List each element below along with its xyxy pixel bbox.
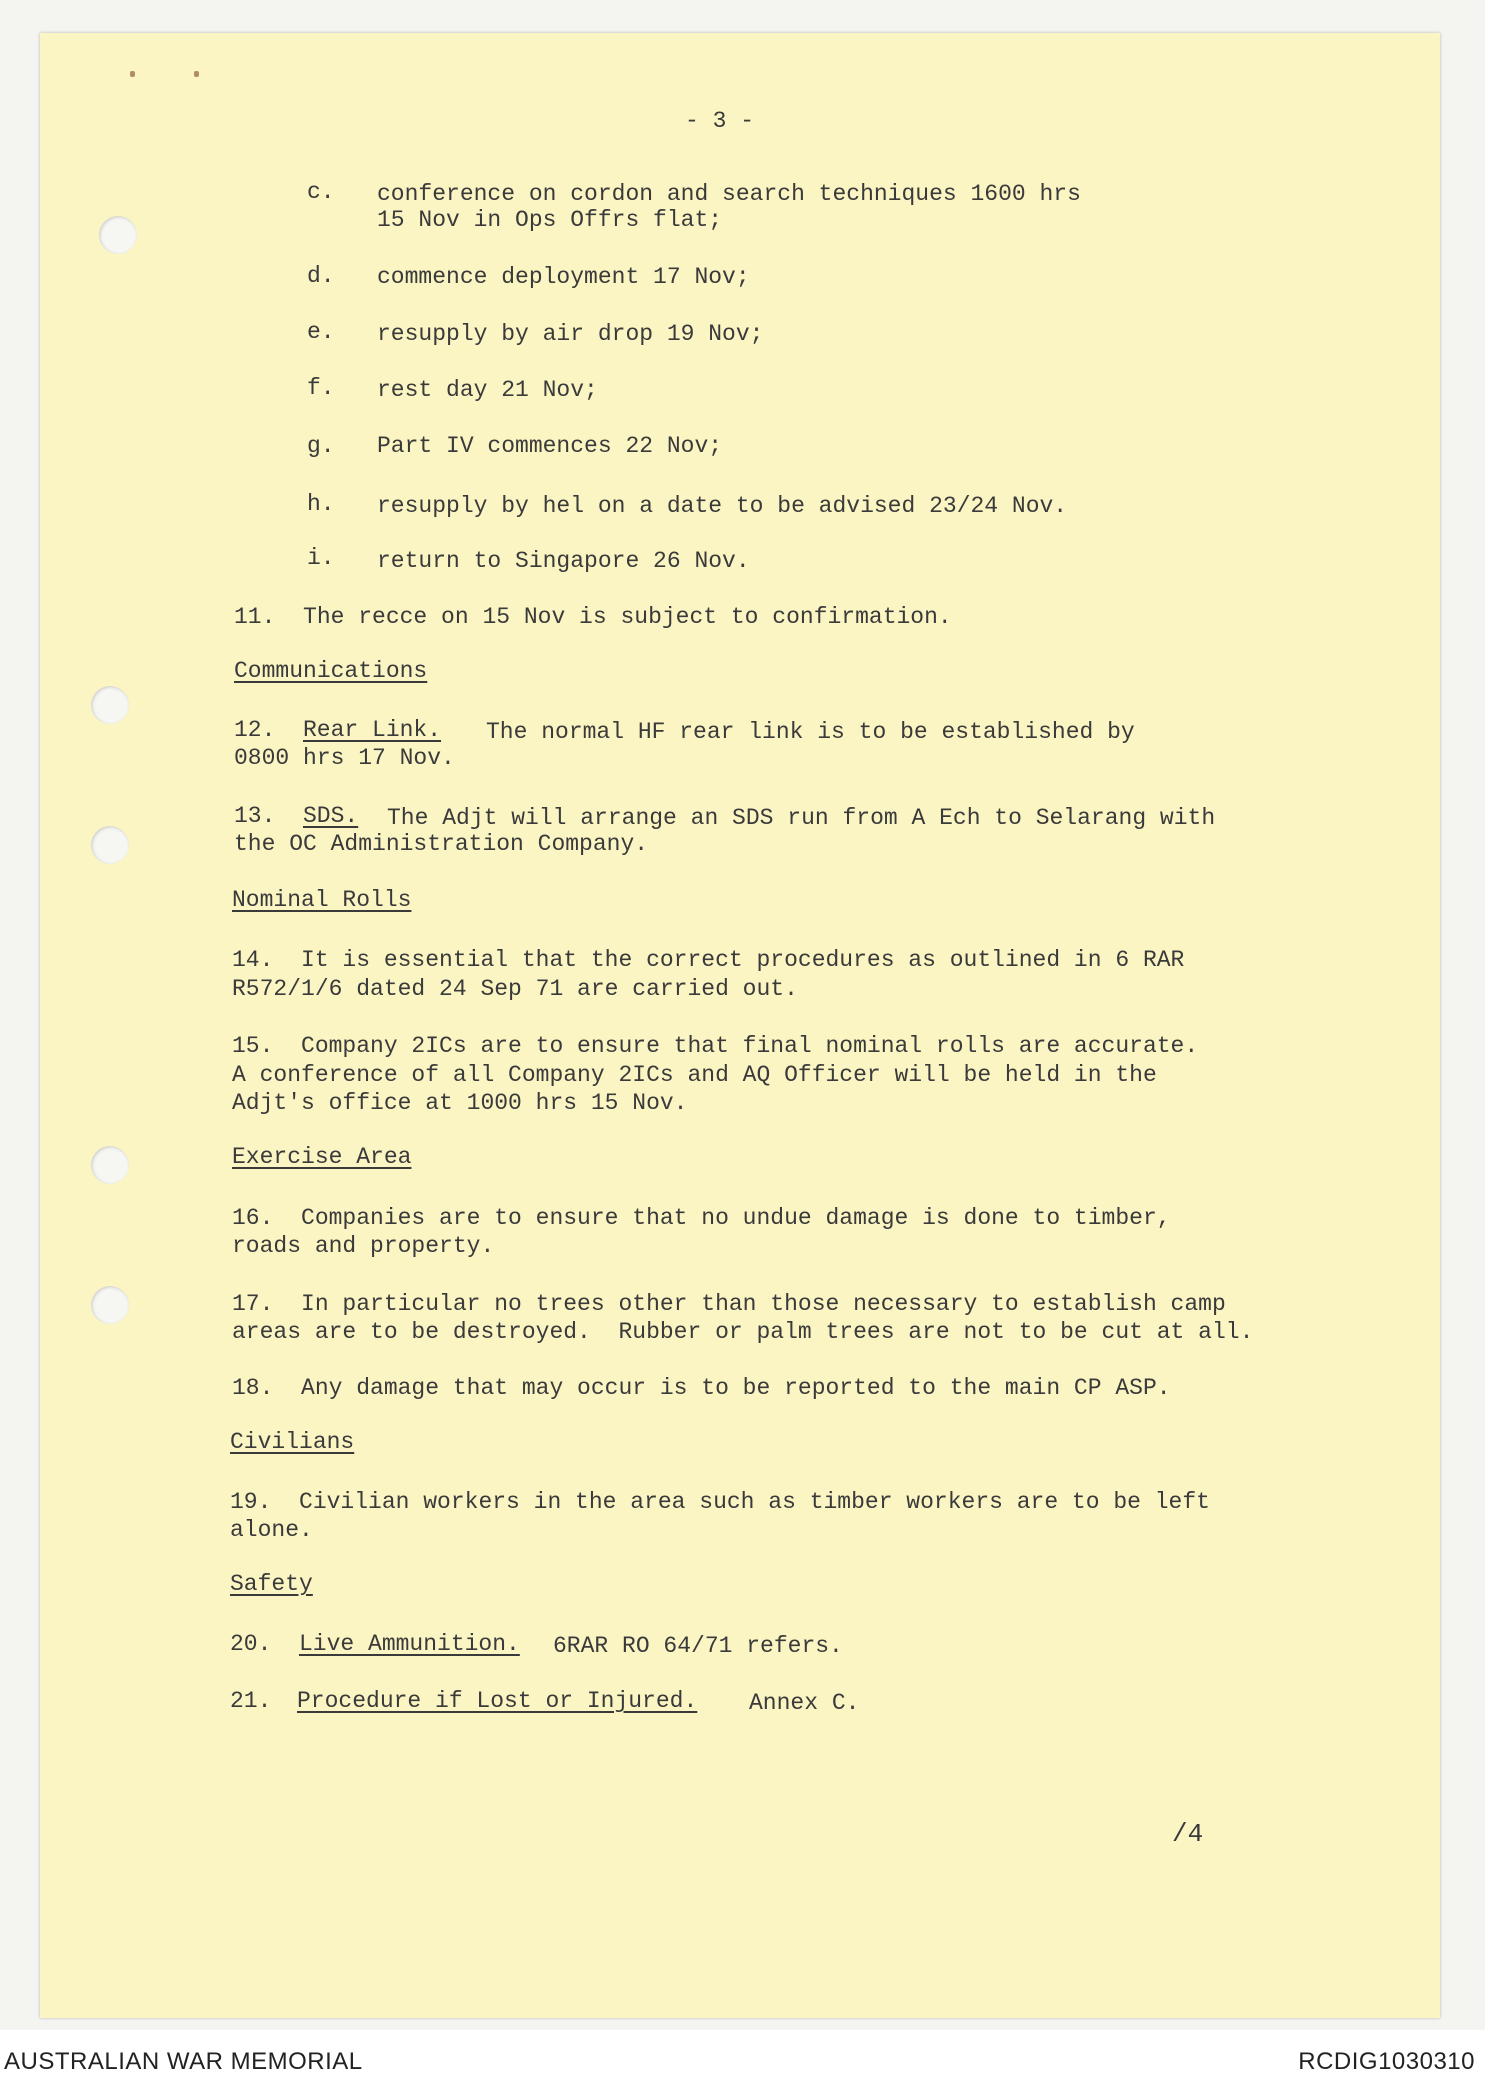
paragraph-14: 14. It is essential that the correct procedures as outlined in 6 RAR	[232, 947, 1185, 973]
paragraph-15: 15. Company 2ICs are to ensure that final nominal rolls are accurate.	[232, 1033, 1199, 1059]
item-letter: f.	[307, 375, 335, 401]
paragraph-16: 16. Companies are to ensure that no undue damage is done to timber,	[232, 1205, 1171, 1231]
item-text: return to Singapore 26 Nov.	[377, 548, 750, 574]
paragraph-20-text: 6RAR RO 64/71 refers.	[553, 1633, 843, 1659]
item-text: resupply by hel on a date to be advised 23/24 Nov.	[377, 493, 1068, 519]
paragraph-19: 19. Civilian workers in the area such as timber workers are to be left	[230, 1489, 1210, 1515]
punch-hole	[91, 686, 129, 724]
paragraph-17: areas are to be destroyed. Rubber or palm trees are not to be cut at all.	[232, 1319, 1254, 1345]
footer-left: AUSTRALIAN WAR MEMORIAL	[4, 2048, 363, 2075]
item-letter: g.	[307, 433, 335, 459]
item-letter: d.	[307, 263, 335, 289]
paragraph-13-text: The Adjt will arrange an SDS run from A Ech to Selarang with	[387, 805, 1216, 831]
item-text: rest day 21 Nov;	[377, 377, 598, 403]
paragraph-12-text: The normal HF rear link is to be established by	[486, 719, 1135, 745]
paragraph-13-text: the OC Administration Company.	[234, 831, 649, 857]
item-letter: c.	[307, 179, 335, 205]
item-text: conference on cordon and search techniques 1600 hrs	[377, 181, 1081, 207]
punch-hole	[91, 1146, 129, 1184]
page-number: - 3 -	[685, 108, 755, 134]
paragraph-15: Adjt's office at 1000 hrs 15 Nov.	[232, 1090, 688, 1116]
section-heading-civilians: Civilians	[230, 1429, 355, 1455]
paragraph-21-number: 21.	[230, 1688, 272, 1714]
paragraph-12-number: 12.	[234, 717, 276, 743]
paragraph-20-title: Live Ammunition.	[299, 1631, 520, 1657]
paragraph-18: 18. Any damage that may occur is to be reported to the main CP ASP.	[232, 1375, 1171, 1401]
punch-hole	[99, 216, 137, 254]
paragraph-13-number: 13.	[234, 803, 276, 829]
paragraph-14: R572/1/6 dated 24 Sep 71 are carried out.	[232, 976, 798, 1002]
paragraph-16: roads and property.	[232, 1233, 495, 1259]
section-heading-exercise-area: Exercise Area	[232, 1144, 412, 1170]
paragraph-21-text: Annex C.	[749, 1690, 860, 1716]
item-letter: h.	[307, 491, 335, 517]
punch-hole	[91, 1286, 129, 1324]
paragraph-12-title: Rear Link.	[303, 717, 442, 743]
footer-right: RCDIG1030310	[1298, 2048, 1475, 2075]
item-text: commence deployment 17 Nov;	[377, 264, 750, 290]
paragraph-13-title: SDS.	[303, 803, 359, 829]
punch-hole	[91, 826, 129, 864]
item-letter: i.	[307, 545, 335, 571]
section-heading-safety: Safety	[230, 1571, 313, 1597]
staple-mark	[130, 71, 200, 79]
section-heading-nominal-rolls: Nominal Rolls	[232, 887, 412, 913]
item-text: 15 Nov in Ops Offrs flat;	[377, 207, 723, 233]
item-text: Part IV commences 22 Nov;	[377, 433, 723, 459]
continuation-marker: /4	[1172, 1819, 1204, 1849]
paragraph-11: 11. The recce on 15 Nov is subject to confirmation.	[234, 604, 952, 630]
item-text: resupply by air drop 19 Nov;	[377, 321, 764, 347]
paragraph-21-title: Procedure if Lost or Injured.	[297, 1688, 698, 1714]
section-heading-communications: Communications	[234, 658, 428, 684]
paragraph-20-number: 20.	[230, 1631, 272, 1657]
paragraph-15: A conference of all Company 2ICs and AQ Officer will be held in the	[232, 1062, 1157, 1088]
paragraph-19: alone.	[230, 1517, 313, 1543]
paragraph-12-text: 0800 hrs 17 Nov.	[234, 745, 455, 771]
paragraph-17: 17. In particular no trees other than those necessary to establish camp	[232, 1291, 1226, 1317]
item-letter: e.	[307, 319, 335, 345]
